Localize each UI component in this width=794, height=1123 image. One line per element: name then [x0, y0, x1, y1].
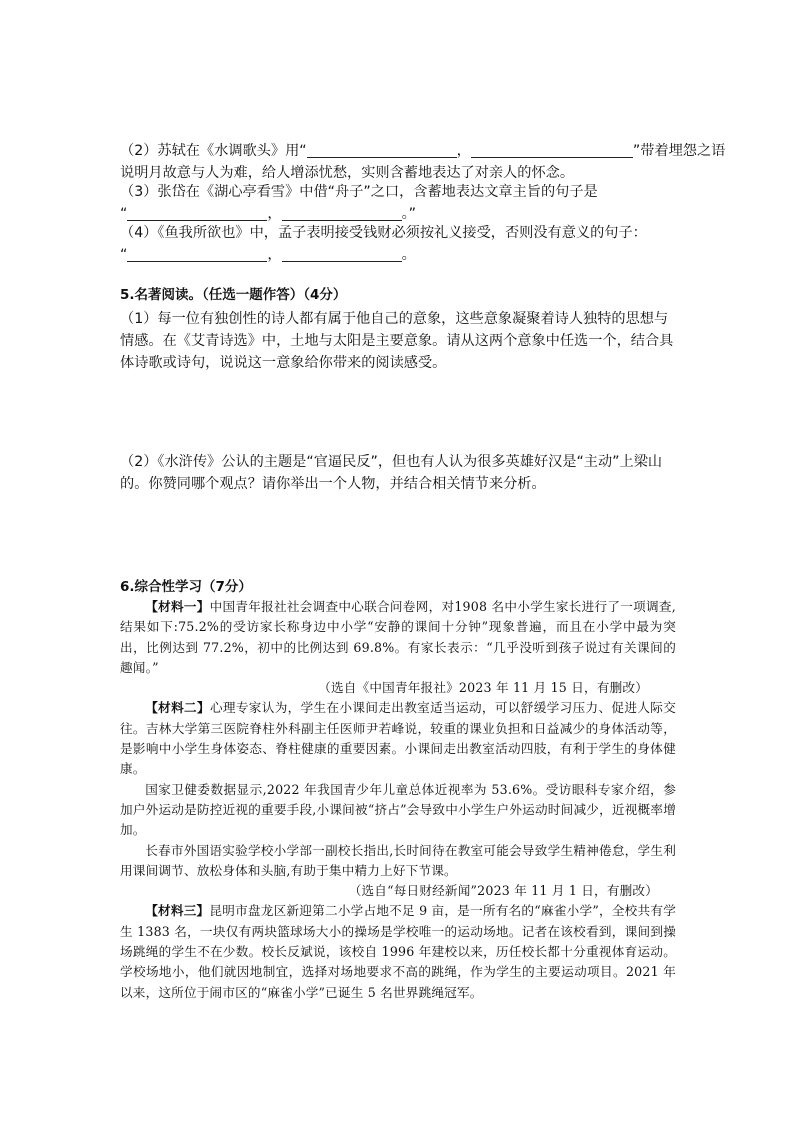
q4-item-2: （2）苏轼在《水调歌头》用“ ， ”带着埋怨之语 说明月故意与人为难，给人增添忧愁，实则含蓄地表达了对亲人的怀念。	[120, 140, 676, 184]
material-1: 【材料一】中国青年报社社会调查中心联合问卷网，对1908 名中小学生家长进行了一项调查,结果如下:75.2%的受访家长称身边中小学“安静的课间十分钟”现象普遍，而且在小学中最为突出，比例达到 77.2%，初中的比例达到 69.8%。有家长表示：“几乎没听到孩子说过有关课间的趣闻。”	[120, 599, 676, 675]
q4-item4-prompt: （4）《鱼我所欲也》中，孟子表明接受钱财必须按礼义接受，否则没有意义的句子：	[120, 225, 647, 241]
material-2-source: （选自“每日财经新闻”2023 年 11 月 1 日，有删改）	[348, 883, 658, 899]
materials-block	[120, 597, 676, 1003]
material-3: 【材料三】昆明市盘龙区新迎第二小学占地不足 9 亩，是一所有名的“麻雀小学”，全校共有学生 1383 名，一块仅有两块篮球场大小的操场是学校唯一的运动场地。记者在该校看到，课间到操场跳绳的学生不在少数。校长反斌说，该校自 1996 年建校以来，历任校长都十分重视体育运动。学校场地小，他们就因地制宜，选择对场地要求不高的跳绳，作为学生的主要运动项目。2021 年以来，这所位于闹市区的“麻雀小学”已诞生 5 名世界跳绳冠军。	[120, 903, 676, 1000]
q6-title: 6.综合性学习（7分）	[120, 579, 252, 595]
q4-item-3: （3）张岱在《湖心亭看雪》中借“舟子”之口，含蓄地表达文章主旨的句子是 “ ， 。”	[120, 181, 676, 225]
answer-blank[interactable]	[127, 245, 267, 262]
material-1-source: （选自《中国青年报社》2023 年 11 月 15 日，有删改）	[318, 680, 648, 696]
material-2: 【材料二】心理专家认为，学生在小课间走出教室适当运动，可以舒缓学习压力、促进人际交往。吉林大学第三医院脊柱外科副主任医师尹若峰说，较重的课业负担和日益减少的身体活动等，是影响中小学生身体姿态、脊柱健康的重要因素。小课间走出教室活动四肢，有利于学生的身体健康。	[120, 700, 677, 777]
material-2-para-2: 国家卫健委数据显示,2022 年我国青少年儿童总体近视率为 53.6%。受访眼科专家介绍，参加户外运动是防控近视的重要手段,小课间被“挤占”会导致中小学生户外运动时间减少，近视概率增加。	[120, 781, 676, 838]
answer-blank[interactable]	[471, 141, 633, 158]
q4-item2-prompt: （2）苏轼在《水调歌头》用“	[120, 143, 307, 159]
q5-title: 5.名著阅读。（任选一题作答）（4分）	[120, 287, 347, 303]
material-2-para-3: 长春市外国语实验学校小学部一副校长指出,长时间待在教室可能会导致学生精神倦怠，学生利用课间调节、放松身体和头脑,有助于集中精力上好下节课。	[120, 842, 676, 878]
q5-item-1: （1）每一位有独创性的诗人都有属于他自己的意象，这些意象凝聚着诗人独特的思想与情感。在《艾青诗选》中，土地与太阳是主要意象。请从这两个意象中任选一个，结合具体诗歌或诗句，说说这一意象给你带来的阅读感受。	[120, 311, 674, 371]
answer-blank[interactable]	[307, 141, 457, 158]
answer-blank[interactable]	[127, 204, 267, 221]
q4-item3-prompt: （3）张岱在《湖心亭看雪》中借“舟子”之口，含蓄地表达文章主旨的句子是	[120, 184, 598, 200]
q4-item-4: （4）《鱼我所欲也》中，孟子表明接受钱财必须按礼义接受，否则没有意义的句子： “ ， 。	[120, 222, 676, 266]
q5-item-2: （2）《水浒传》公认的主题是“官逼民反”，但也有人认为很多英雄好汉是“主动”上梁山的。你赞同哪个观点？请你举出一个人物，并结合相关情节来分析。	[120, 454, 663, 492]
answer-blank[interactable]	[282, 204, 402, 221]
answer-blank[interactable]	[282, 245, 402, 262]
q4-item2-line2: 说明月故意与人为难，给人增添忧愁，实则含蓄地表达了对亲人的怀念。	[120, 165, 575, 181]
